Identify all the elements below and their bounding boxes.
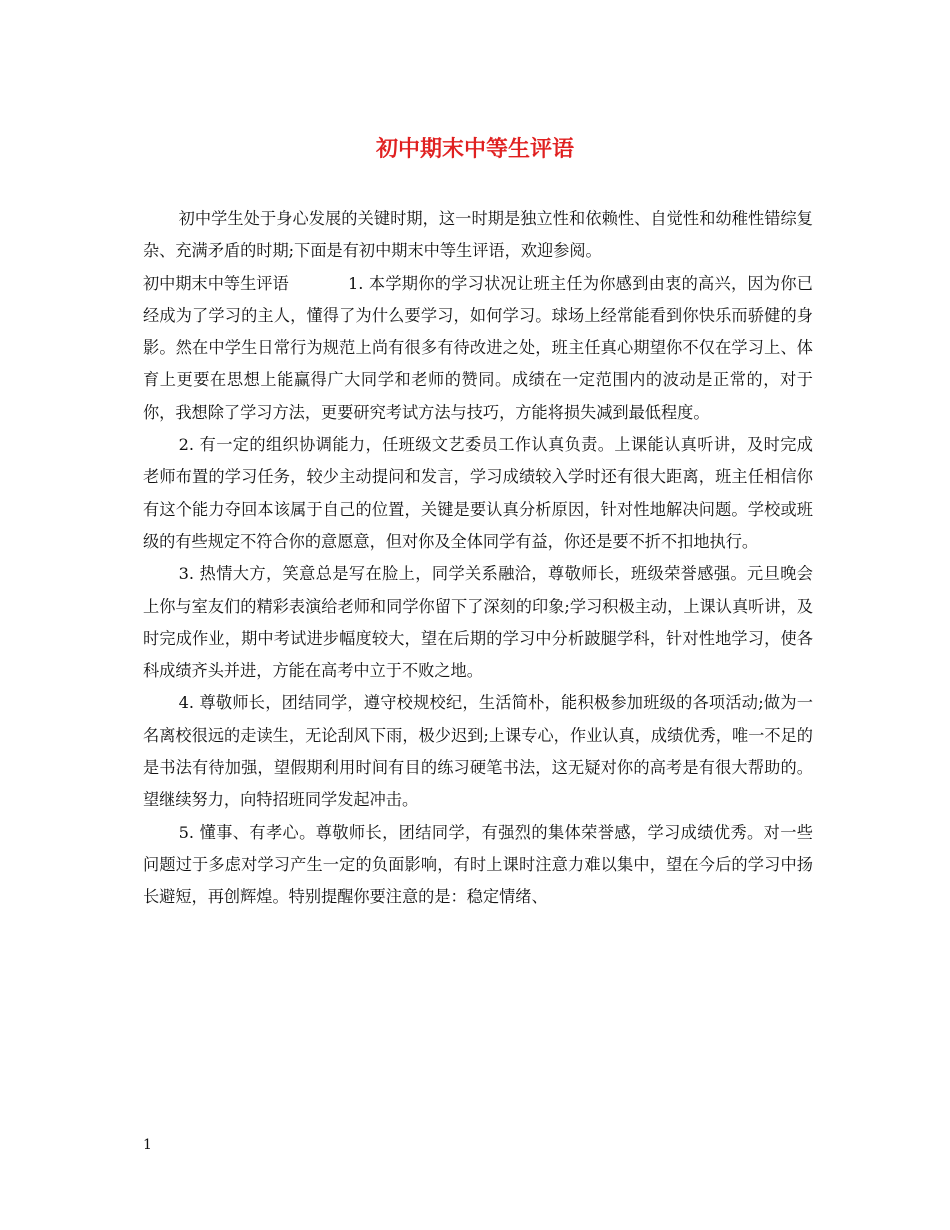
section-label: 初中期末中等生评语 xyxy=(143,273,289,293)
comment-paragraph-1 xyxy=(143,268,813,429)
comment-paragraph-5: 5. 懂事、有孝心。尊敬师长，团结同学，有强烈的集体荣誉感，学习成绩优秀。对一些问题过于多虑对学习产生一定的负面影响，有时上课时注意力难以集中，望在今后的学习中扬长避短，再创辉煌。特别提醒你要注意的是：稳定情绪、 xyxy=(143,822,813,907)
comment-paragraph-4: 4. 尊敬师长，团结同学，遵守校规校纪，生活简朴，能积极参加班级的各项活动;做为一名离校很远的走读生，无论刮风下雨，极少迟到;上课专心，作业认真，成绩优秀，唯一不足的是书法有待加强，望假期利用时间有目的练习硬笔书法，这无疑对你的高考是有很大帮助的。望继续努力，向特招班同学发起冲击。 xyxy=(143,693,813,810)
document-title: 初中期末中等生评语 xyxy=(375,136,574,162)
page-number: 1 xyxy=(143,1137,152,1153)
comment-paragraph-2: 2. 有一定的组织协调能力，任班级文艺委员工作认真负责。上课能认真听讲，及时完成老师布置的学习任务，较少主动提问和发言，学习成绩较入学时还有很大距离，班主任相信你有这个能力夺回本该属于自己的位置，关键是要认真分析原因，针对性地解决问题。学校或班级的有些规定不符合你的意愿意，但对你及全体同学有益，你还是要不折不扣地执行。 xyxy=(143,435,813,551)
comment-paragraph-3: 3. 热情大方，笑意总是写在脸上，同学关系融洽，尊敬师长，班级荣誉感强。元旦晚会上你与室友们的精彩表演给老师和同学你留下了深刻的印象;学习积极主动，上课认真听讲，及时完成作业，期中考试进步幅度较大，望在后期的学习中分析跛腿学科，针对性地学习，使各科成绩齐头并进，方能在高考中立于不败之地。 xyxy=(143,564,813,681)
comment-text-1: 1. 本学期你的学习状况让班主任为你感到由衷的高兴，因为你已经成为了学习的主人，懂得了为什么要学习，如何学习。球场上经常能看到你快乐而骄健的身影。然在中学生日常行为规范上尚有很多有待改进之处，班主任真心期望你不仅在学习上、体育上更要在思想上能赢得广大同学和老师的赞同。成绩在一定范围内的波动是正常的，对于你，我想除了学习方法，更要研究考试方法与技巧，方能将损失减到最低程度。 xyxy=(143,273,813,422)
document-body xyxy=(143,203,813,914)
intro-paragraph: 初中学生处于身心发展的关键时期，这一时期是独立性和依赖性、自觉性和幼稚性错综复杂、充满矛盾的时期;下面是有初中期末中等生评语，欢迎参阅。 xyxy=(143,209,813,261)
